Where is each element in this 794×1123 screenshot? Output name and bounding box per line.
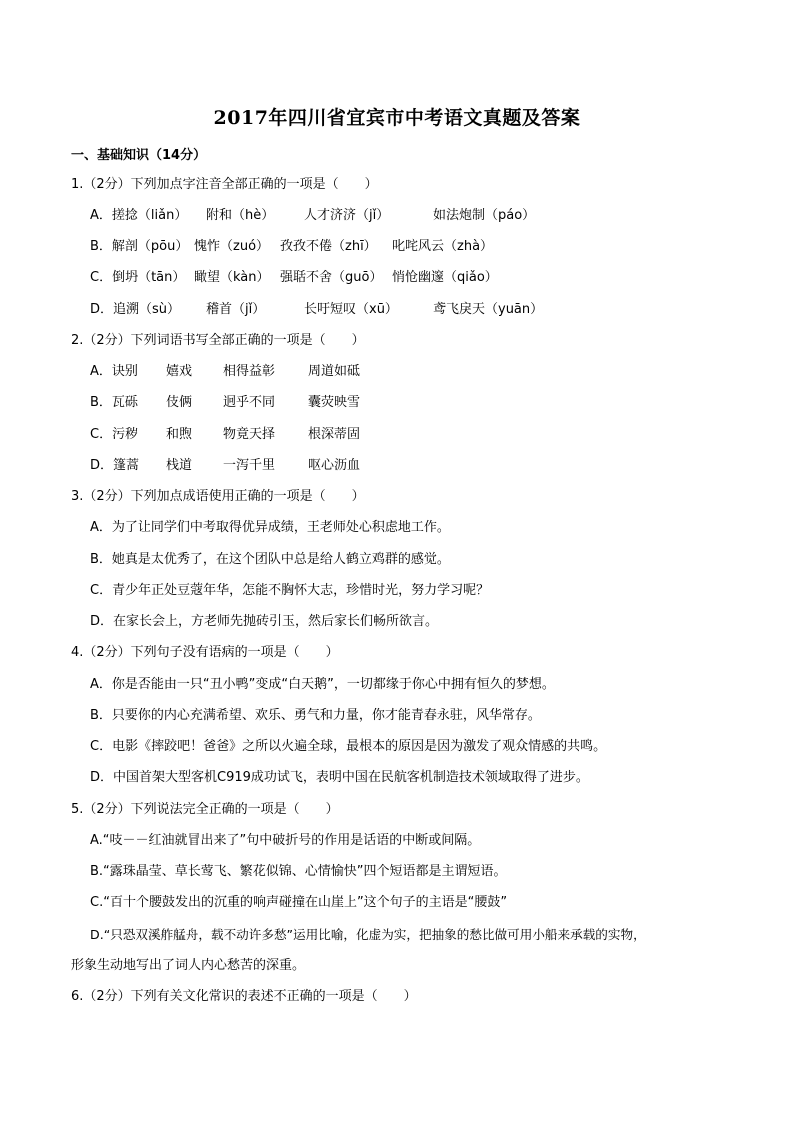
answer-option: B．她真是太优秀了，在这个团队中总是给人鹤立鸡群的感觉。 [90,552,450,567]
option-item: 周道如砥 [308,364,361,379]
answer-option: C．青少年正处豆蔻年华，怎能不胸怀大志，珍惜时光，努力学习呢？ [90,583,490,598]
answer-option: D．中国首架大型客机C919成功试飞，表明中国在民航客机制造技术领域取得了进步。 [90,770,589,785]
answer-option: A．你是否能由一只“丑小鸭”变成“白天鹅”，一切都缘于你心中拥有恒久的梦想。 [90,677,555,692]
option-item: 呕心沥血 [308,458,361,473]
option-item: A．诀别 [90,364,138,379]
option-item: 栈道 [166,458,193,473]
question-stem: 3.（2分）下列加点成语使用正确的一项是（ ） [71,489,365,504]
option-item: 长吁短叹（xū） [304,302,398,317]
option-item: 迥乎不同 [223,395,276,410]
answer-option [90,300,543,320]
option-item: 伎俩 [166,395,193,410]
answer-option: A．为了让同学们中考取得优异成绩，王老师处心积虑地工作。 [90,520,450,535]
option-item: A．搓捻（liǎn） [90,208,188,223]
question-stem: 5.（2分）下列说法完全正确的一项是（ ） [71,802,339,817]
option-item: 稽首（jǐ） [206,302,266,317]
answer-option [90,268,498,288]
option-item: D．篷蒿 [90,458,140,473]
answer-option: C.“百十个腰鼓发出的沉重的响声碰撞在山崖上”这个句子的主语是“腰鼓” [90,895,508,910]
option-item: B．解剖（pōu） [90,239,189,254]
option-item: C．倒坍（tān） [90,270,186,285]
question-stem: 4.（2分）下列句子没有语病的一项是（ ） [71,645,339,660]
option-item: 鸢飞戾天（yuān） [433,302,544,317]
option-item: 根深蒂固 [308,427,361,442]
answer-option: B.“露珠晶莹、草长莺飞、繁花似锦、心情愉快”四个短语都是主谓短语。 [90,864,507,879]
option-item: B．瓦砾 [90,395,138,410]
option-item: 一泻千里 [223,458,276,473]
option-item: D．追溯（sù） [90,302,181,317]
answer-option: B．只要你的内心充满希望、欢乐、勇气和力量，你才能青春永驻，风华常存。 [90,708,541,723]
section-heading: 一、基础知识（14分） [71,148,207,163]
answer-option: A.“吱－－红油就冒出来了”句中破折号的作用是话语的中断或间隔。 [90,833,481,848]
option-item: 嬉戏 [166,364,193,379]
option-item: 瞰望（kàn） [194,270,270,285]
option-item: 悄怆幽邃（qiǎo） [392,270,498,285]
option-item: 附和（hè） [206,208,275,223]
answer-option-continuation: 形象生动地写出了词人内心愁苦的深重。 [71,958,306,973]
option-item: 囊荧映雪 [308,395,361,410]
answer-option: C．电影《摔跤吧！爸爸》之所以火遍全球，最根本的原因是因为激发了观众情感的共鸣。 [90,739,607,754]
option-item: 和煦 [166,427,193,442]
option-item: 孜孜不倦（zhī） [280,239,377,254]
question-stem: 1.（2分）下列加点字注音全部正确的一项是（ ） [71,177,378,192]
option-item: 愧怍（zuó） [194,239,270,254]
answer-option [90,362,360,382]
answer-option [90,237,493,257]
option-item: C．污秽 [90,427,139,442]
answer-option: D．在家长会上，方老师先抛砖引玉，然后家长们畅所欲言。 [90,614,439,629]
option-item: 人才济济（jǐ） [304,208,390,223]
answer-option [90,456,360,476]
option-item: 物竟天择 [223,427,276,442]
question-stem: 6.（2分）下列有关文化常识的表述不正确的一项是（ ） [71,989,417,1004]
answer-option: D.“只恐双溪舴艋舟，载不动许多愁”运用比喻，化虚为实，把抽象的愁比做可用小船来承载的实物， [90,927,646,942]
option-item: 叱咤风云（zhà） [392,239,494,254]
question-stem: 2.（2分）下列词语书写全部正确的一项是（ ） [71,333,365,348]
answer-option [90,425,360,445]
page-title: 2017年四川省宜宾市中考语文真题及答案 [213,107,581,129]
option-item: 相得益彰 [223,364,276,379]
option-item: 强聒不舍（guō） [280,270,383,285]
answer-option [90,393,360,413]
answer-option [90,206,535,226]
option-item: 如法炮制（páo） [433,208,536,223]
